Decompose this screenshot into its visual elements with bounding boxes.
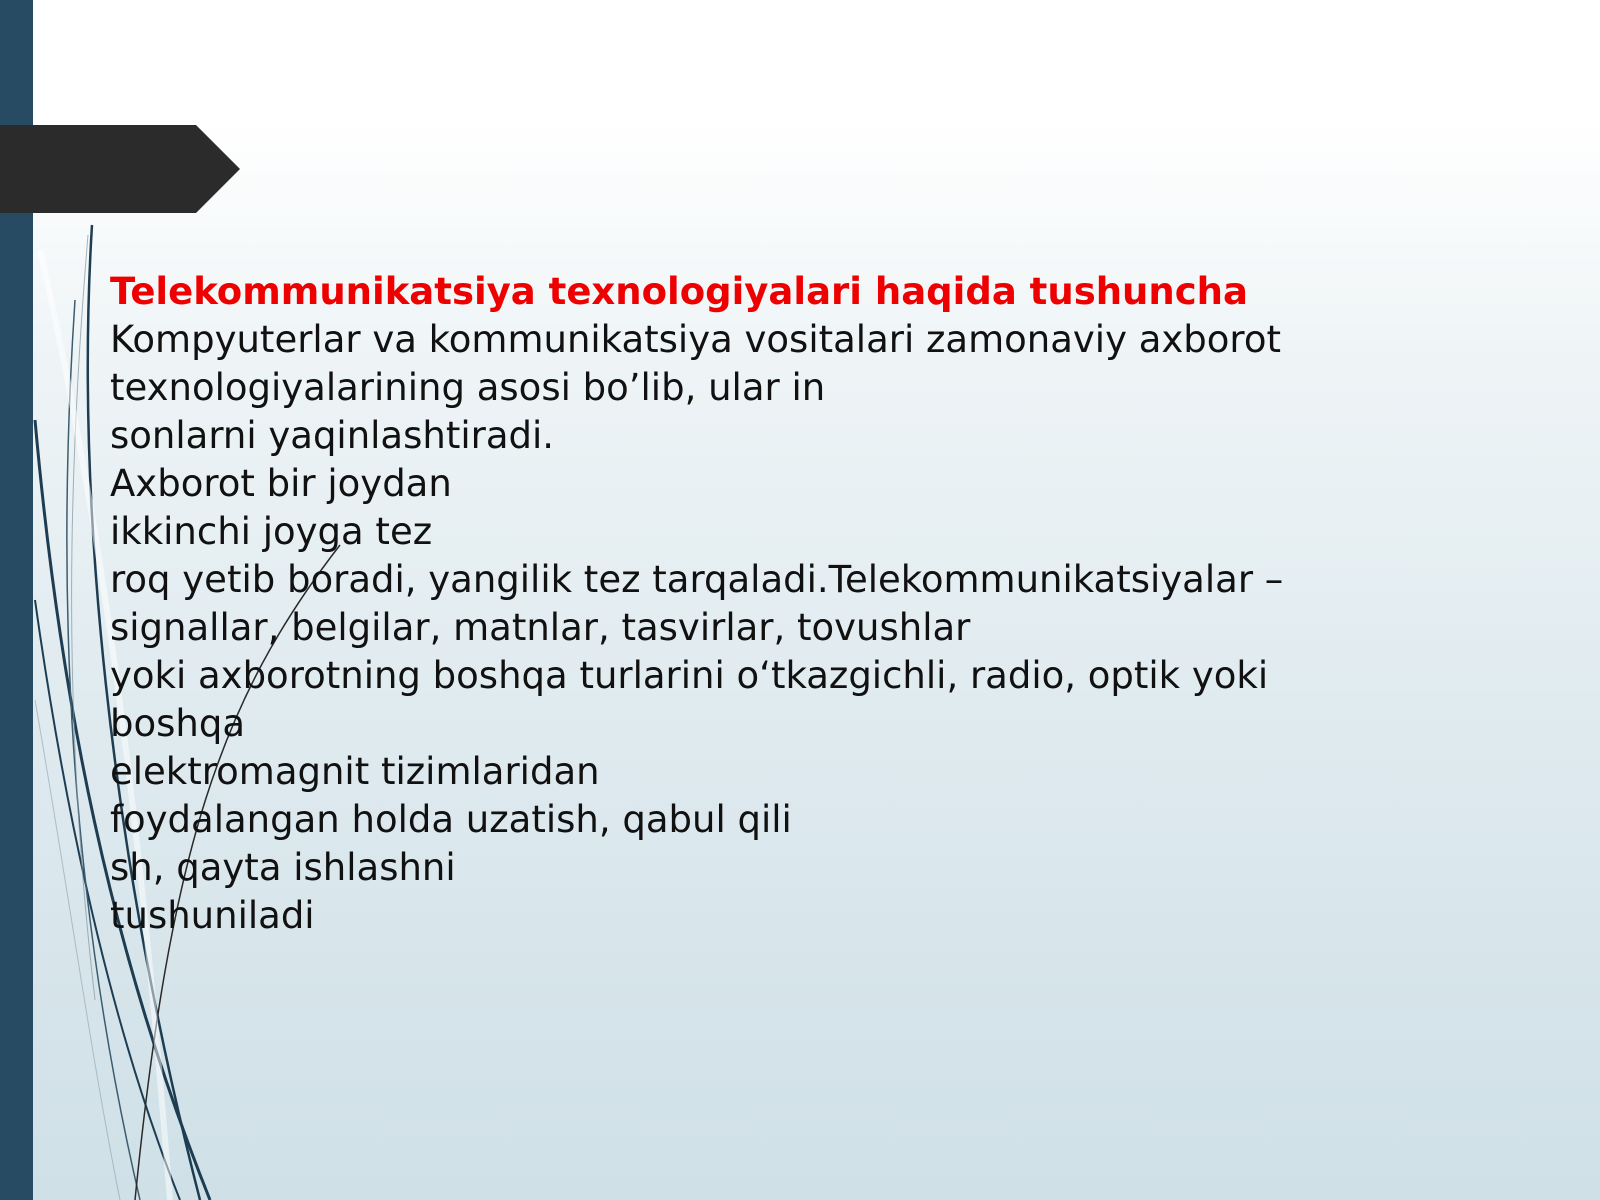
body-line: boshqa xyxy=(110,702,246,745)
body-line: texnologiyalarining asosi bo’lib, ular in xyxy=(110,366,826,409)
body-line: Kompyuterlar va kommunikatsiya vositalari zamonaviy axborot xyxy=(110,318,1281,361)
body-line: tushuniladi xyxy=(110,894,315,937)
body-line: Axborot bir joydan xyxy=(110,462,452,505)
body-line: elektromagnit tizimlaridan xyxy=(110,750,600,793)
body-line: sonlarni yaqinlashtiradi. xyxy=(110,414,555,457)
body-line: foydalangan holda uzatish, qabul qili xyxy=(110,798,792,841)
slide-heading: Telekommunikatsiya texnologiyalari haqida tushuncha xyxy=(110,270,1248,313)
slide-body xyxy=(110,268,1330,940)
body-line: roq yetib boradi, yangilik tez tarqaladi.Telekommunikatsiyalar – xyxy=(110,558,1284,601)
body-line: ikkinchi joyga tez xyxy=(110,510,433,553)
body-line: signallar, belgilar, matnlar, tasvirlar, tovushlar xyxy=(110,606,971,649)
body-line: yoki axborotning boshqa turlarini o‘tkazgichli, radio, optik yoki xyxy=(110,654,1269,697)
body-line: sh, qayta ishlashni xyxy=(110,846,456,889)
